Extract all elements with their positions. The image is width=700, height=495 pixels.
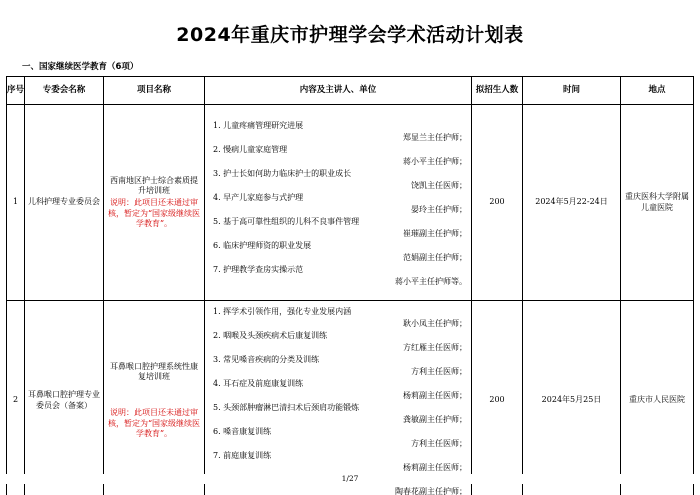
table-header-row — [7, 77, 694, 105]
table-row — [7, 105, 694, 301]
topic-speaker: 方利主任医师； — [411, 366, 467, 376]
topic-title: 7. 护理教学查房实操示范 — [213, 265, 304, 274]
header-content: 内容及主讲人、单位 — [205, 77, 472, 105]
section-heading: 一、国家继续医学教育（6项） — [22, 62, 139, 72]
row-location: 重庆医科大学附属儿童医院 — [621, 105, 694, 301]
topic-speaker: 崔璀副主任护师； — [403, 229, 467, 238]
topic-speaker: 蒋小平主任护师等。 — [395, 277, 467, 286]
topic-speaker: 蒋小平主任护师； — [403, 157, 467, 166]
row-committee: 耳鼻喉口腔护理专业委员会（备案） — [25, 301, 104, 495]
row-content — [205, 301, 472, 495]
row-committee: 儿科护理专业委员会 — [25, 105, 104, 301]
topic-title: 3. 护士长如何助力临床护士的职业成长 — [213, 169, 352, 178]
row-content — [205, 105, 472, 301]
row-project-cell — [104, 301, 205, 495]
topic-speaker: 陶春花副主任护师； — [395, 486, 467, 495]
topic-speaker: 龚敏副主任护师； — [403, 414, 467, 424]
topic-speaker: 方红雁主任医师； — [403, 342, 467, 352]
topic-title: 3. 常见嗓音疾病的分类及训练 — [213, 354, 320, 364]
row-time: 2024年5月25日 — [523, 301, 621, 495]
topic-title: 4. 早产儿家庭参与式护理 — [213, 193, 304, 202]
topic-speaker: 郑显兰主任护师； — [403, 133, 467, 142]
header-students: 拟招生人数 — [472, 77, 523, 105]
row-project: 西南地区护士综合素质提升培训班 — [110, 175, 198, 195]
row-note: 说明：此项目还未通过审核，暂定为“国家级继续医学教育”。 — [107, 408, 201, 439]
row-project: 耳鼻喉口腔护理系统性康复培训班 — [110, 361, 198, 381]
topic-speaker: 杨莉副主任医师； — [403, 462, 467, 472]
topic-speaker: 范娟副主任护师； — [403, 253, 467, 262]
topic-speaker: 方利主任医师； — [411, 438, 467, 448]
header-project: 项目名称 — [104, 77, 205, 105]
row-index: 2 — [7, 301, 25, 495]
row-project-cell — [104, 105, 205, 301]
row-index: 1 — [7, 105, 25, 301]
header-index: 序号 — [7, 77, 25, 105]
topic-title: 1. 挥学术引领作用，强化专业发展内涵 — [213, 306, 352, 316]
header-time: 时间 — [523, 77, 621, 105]
row-note: 说明：此项目还未通过审核，暂定为“国家级继续医学教育”。 — [107, 198, 201, 229]
topic-title: 1. 儿童疼痛管理研究进展 — [213, 121, 304, 130]
header-committee: 专委会名称 — [25, 77, 104, 105]
row-students: 200 — [472, 301, 523, 495]
topic-title: 5. 头颈部肿瘤淋巴清扫术后颈肩功能锻炼 — [213, 402, 360, 412]
row-time: 2024年5月22-24日 — [523, 105, 621, 301]
table-row — [7, 301, 694, 495]
header-location: 地点 — [621, 77, 694, 105]
document-title: 2024年重庆市护理学会学术活动计划表 — [176, 24, 524, 46]
topic-speaker: 耿小凤主任护师； — [403, 318, 467, 328]
topic-title: 4. 耳石症及前庭康复训练 — [213, 378, 304, 388]
row-students: 200 — [472, 105, 523, 301]
topic-title: 2. 咽喉及头颈疾病术后康复训练 — [213, 330, 328, 340]
page-number: 1/27 — [0, 474, 700, 484]
topic-title: 7. 前庭康复训练 — [213, 450, 272, 460]
topic-title: 6. 临床护理师资的职业发展 — [213, 241, 312, 250]
topic-speaker: 晏玲主任护师； — [411, 205, 467, 214]
topic-title: 6. 嗓音康复训练 — [213, 426, 272, 436]
topic-speaker: 杨莉副主任医师； — [403, 390, 467, 400]
topic-speaker: 饶凯主任医师； — [411, 181, 467, 190]
topic-title: 2. 慢病儿童家庭管理 — [213, 145, 288, 154]
topic-title: 5. 基于高可靠性组织的儿科不良事件管理 — [213, 217, 360, 226]
activity-plan-table — [6, 76, 694, 495]
row-location: 重庆市人民医院 — [621, 301, 694, 495]
